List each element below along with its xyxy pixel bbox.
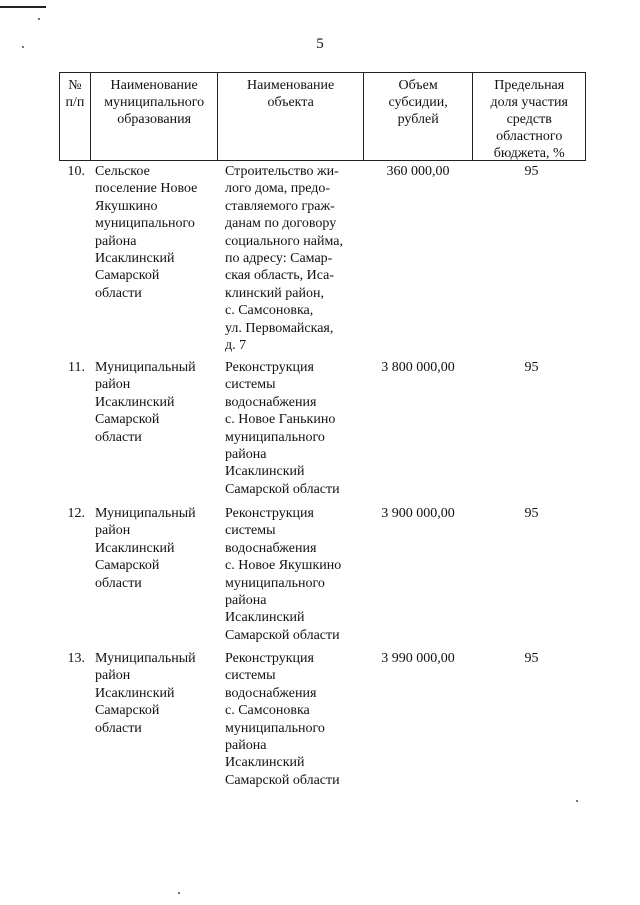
table-row bbox=[59, 505, 586, 650]
row-number: 10. bbox=[67, 164, 85, 179]
scan-speck bbox=[576, 800, 578, 802]
row-number: 13. bbox=[67, 651, 85, 666]
header-amount: Объем субсидии, рублей bbox=[363, 73, 473, 160]
row-municipality: Муниципальный район Исаклинский Самарской области bbox=[95, 506, 196, 591]
scan-speck bbox=[178, 892, 180, 894]
row-municipality: Муниципальный район Исаклинский Самарской области bbox=[95, 360, 196, 445]
table-header bbox=[59, 72, 586, 161]
table-row bbox=[59, 650, 586, 796]
row-municipality: Сельское поселение Новое Якушкино муниципального района Исаклинский Самарской области bbox=[95, 164, 198, 301]
table-row bbox=[59, 359, 586, 505]
subsidy-table bbox=[59, 72, 586, 796]
row-share: 95 bbox=[524, 506, 539, 521]
row-number: 11. bbox=[68, 360, 85, 375]
row-amount: 3 800 000,00 bbox=[381, 360, 455, 375]
header-share: Предельная доля участия средств областного бюджета, % bbox=[472, 73, 585, 160]
row-object: Строительство жи- лого дома, предо- ставляемого граж- данам по договору социального найма, по адресу: Самар- ская область, Иса- клинский район, с. Самсоновка, ул. Первомайская, д. 7 bbox=[225, 164, 343, 354]
header-num: № п/п bbox=[65, 78, 85, 110]
row-share: 95 bbox=[524, 164, 539, 179]
scan-artifact-line bbox=[0, 6, 46, 8]
page-number: 5 bbox=[316, 36, 324, 52]
header-object: Наименование объекта bbox=[217, 73, 362, 160]
row-number: 12. bbox=[67, 506, 85, 521]
row-object: Реконструкция системы водоснабжения с. Новое Ганькино муниципального района Исаклинский Самарской области bbox=[225, 360, 340, 497]
row-share: 95 bbox=[524, 360, 539, 375]
row-object: Реконструкция системы водоснабжения с. Новое Якушкино муниципального района Исаклинский Самарской области bbox=[225, 506, 342, 643]
row-amount: 3 990 000,00 bbox=[381, 651, 455, 666]
row-share: 95 bbox=[524, 651, 539, 666]
header-municipality: Наименование муниципального образования bbox=[90, 73, 218, 160]
table-row bbox=[59, 163, 586, 359]
row-municipality: Муниципальный район Исаклинский Самарской области bbox=[95, 651, 196, 736]
row-amount: 360 000,00 bbox=[386, 164, 450, 179]
row-amount: 3 900 000,00 bbox=[381, 506, 455, 521]
row-object: Реконструкция системы водоснабжения с. Самсоновка муниципального района Исаклинский Самарской области bbox=[225, 651, 340, 788]
scan-speck bbox=[38, 18, 40, 20]
